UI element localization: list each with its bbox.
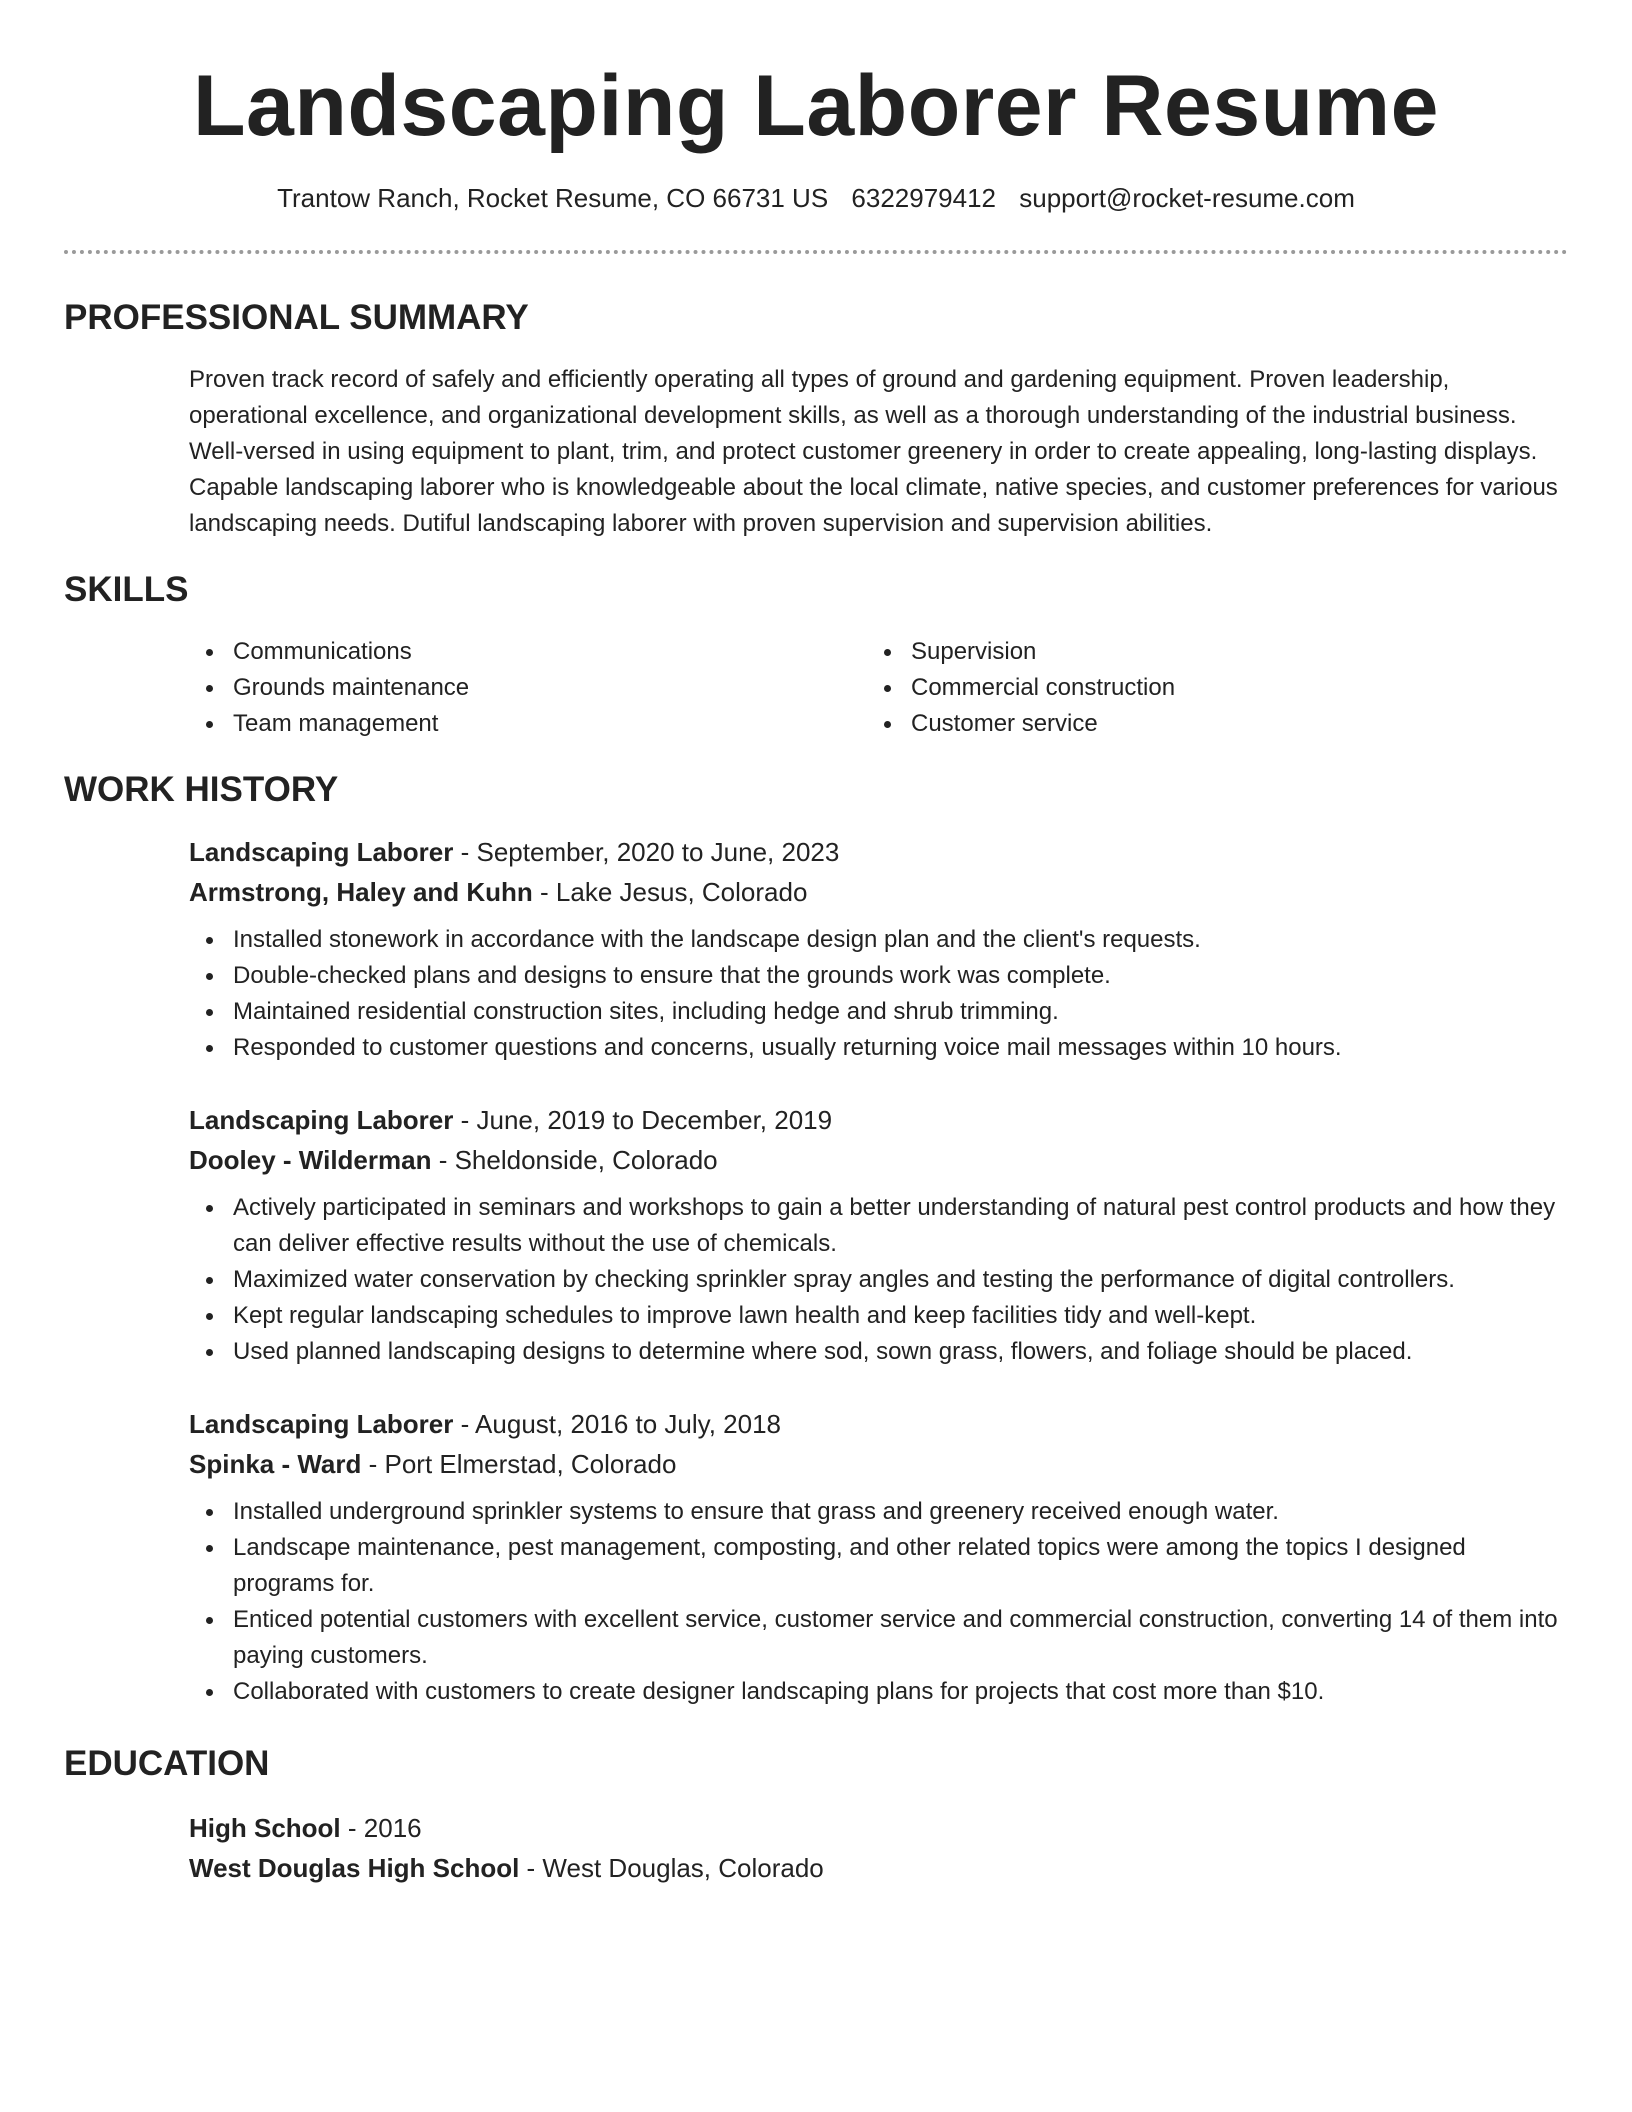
job-title: Landscaping Laborer <box>189 1409 454 1439</box>
contact-address: Trantow Ranch, Rocket Resume, CO 66731 US <box>277 183 829 213</box>
list-item: Commercial construction <box>867 670 1545 706</box>
list-item: Responded to customer questions and concerns, usually returning voice mail messages within 10 hours. <box>189 1030 1569 1066</box>
job-entry <box>189 832 1569 1066</box>
job-title-line <box>189 1100 1569 1140</box>
contact-line <box>0 180 1632 216</box>
job-company-line <box>189 1444 1569 1484</box>
education-school-line <box>189 1848 1569 1888</box>
list-item: Landscape maintenance, pest management, composting, and other related topics were among the topics I designed programs for. <box>189 1530 1569 1602</box>
education-heading: EDUCATION <box>64 1744 270 1783</box>
list-item: Double-checked plans and designs to ensure that the grounds work was complete. <box>189 958 1569 994</box>
list-item: Maximized water conservation by checking sprinkler spray angles and testing the performance of digital controllers. <box>189 1262 1569 1298</box>
job-title: Landscaping Laborer <box>189 1105 454 1135</box>
list-item: Kept regular landscaping schedules to improve lawn health and keep facilities tidy and well-kept. <box>189 1298 1569 1334</box>
list-item: Installed stonework in accordance with the landscape design plan and the client's requests. <box>189 922 1569 958</box>
list-item: Grounds maintenance <box>189 670 867 706</box>
skills-heading: SKILLS <box>64 570 189 609</box>
list-item: Team management <box>189 706 867 742</box>
list-item: Enticed potential customers with excellent service, customer service and commercial construction, converting 14 of them into paying customers. <box>189 1602 1569 1674</box>
job-bullets <box>189 1494 1569 1710</box>
skills-columns <box>189 634 1569 742</box>
work-heading: WORK HISTORY <box>64 770 339 809</box>
job-title: Landscaping Laborer <box>189 837 454 867</box>
job-location: - Lake Jesus, Colorado <box>532 877 808 907</box>
education-school: West Douglas High School <box>189 1853 520 1883</box>
list-item: Supervision <box>867 634 1545 670</box>
list-item: Used planned landscaping designs to determine where sod, sown grass, flowers, and foliage should be placed. <box>189 1334 1569 1370</box>
contact-phone: 6322979412 <box>851 183 997 213</box>
skills-list-left <box>189 634 867 742</box>
education-location: - West Douglas, Colorado <box>519 1853 824 1883</box>
contact-email: support@rocket-resume.com <box>1019 183 1355 213</box>
skills-list-right <box>867 634 1545 742</box>
job-company: Spinka - Ward <box>189 1449 362 1479</box>
education-section <box>189 1808 1569 1888</box>
job-bullets <box>189 922 1569 1066</box>
summary-section <box>189 362 1569 542</box>
education-degree-line <box>189 1808 1569 1848</box>
header-divider <box>64 250 1568 254</box>
job-company-line <box>189 1140 1569 1180</box>
list-item: Maintained residential construction sites, including hedge and shrub trimming. <box>189 994 1569 1030</box>
education-year: - 2016 <box>340 1813 422 1843</box>
job-entry <box>189 1404 1569 1710</box>
job-entry <box>189 1100 1569 1370</box>
list-item: Collaborated with customers to create designer landscaping plans for projects that cost more than $10. <box>189 1674 1569 1710</box>
job-location: - Sheldonside, Colorado <box>431 1145 718 1175</box>
resume-title: Landscaping Laborer Resume <box>193 58 1439 154</box>
list-item: Installed underground sprinkler systems to ensure that grass and greenery received enough water. <box>189 1494 1569 1530</box>
job-company: Armstrong, Haley and Kuhn <box>189 877 533 907</box>
job-title-line <box>189 1404 1569 1444</box>
summary-text: Proven track record of safely and efficiently operating all types of ground and gardening equipment. Proven leadership, operational excellence, and organizational development skills, as well as a thorough understanding of the industrial business. Well-versed in using equipment to plant, trim, and protect customer greenery in order to create appealing, long-lasting displays. Capable landscaping laborer who is knowledgeable about the local climate, native species, and customer preferences for various landscaping needs. Dutiful landscaping laborer with proven supervision and supervision abilities. <box>189 366 1558 537</box>
job-location: - Port Elmerstad, Colorado <box>361 1449 677 1479</box>
list-item: Customer service <box>867 706 1545 742</box>
job-dates: - September, 2020 to June, 2023 <box>453 837 840 867</box>
skills-section <box>189 634 1569 742</box>
list-item: Actively participated in seminars and workshops to gain a better understanding of natural pest control products and how they can deliver effective results without the use of chemicals. <box>189 1190 1569 1262</box>
job-company-line <box>189 872 1569 912</box>
list-item: Communications <box>189 634 867 670</box>
job-dates: - June, 2019 to December, 2019 <box>453 1105 833 1135</box>
job-title-line <box>189 832 1569 872</box>
job-bullets <box>189 1190 1569 1370</box>
education-degree: High School <box>189 1813 341 1843</box>
job-dates: - August, 2016 to July, 2018 <box>453 1409 782 1439</box>
summary-heading: PROFESSIONAL SUMMARY <box>64 298 529 337</box>
job-company: Dooley - Wilderman <box>189 1145 432 1175</box>
